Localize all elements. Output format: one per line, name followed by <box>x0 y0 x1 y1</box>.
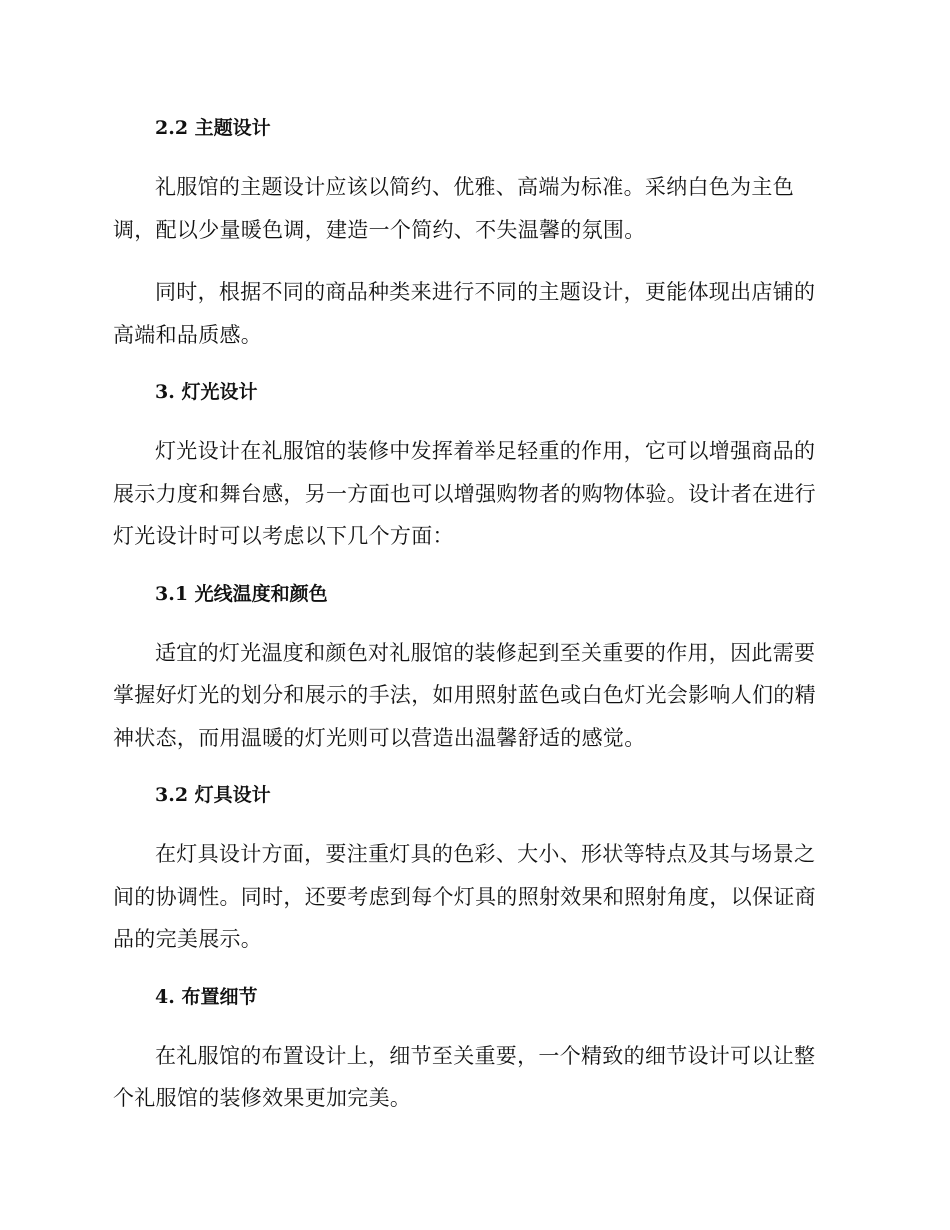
paragraph: 适宜的灯光温度和颜色对礼服馆的装修起到至关重要的作用，因此需要掌握好灯光的划分和展示的手法，如用照射蓝色或白色灯光会影响人们的精神状态，而用温暖的灯光则可以营造出温馨舒适的感觉。 <box>113 640 816 750</box>
section-heading: 4. 布置细节 <box>155 985 258 1008</box>
section-heading: 3.1 光线温度和颜色 <box>155 582 328 605</box>
document-body <box>113 112 833 1120</box>
paragraph: 在灯具设计方面，要注重灯具的色彩、大小、形状等特点及其与场景之间的协调性。同时，还要考虑到每个灯具的照射效果和照射角度，以保证商品的完美展示。 <box>113 842 816 951</box>
section-heading: 2.2 主题设计 <box>155 117 271 139</box>
section-heading: 3.2 灯具设计 <box>155 784 271 806</box>
section-heading: 3. 灯光设计 <box>155 381 258 403</box>
paragraph: 礼服馆的主题设计应该以简约、优雅、高端为标准。采纳白色为主色调，配以少量暖色调，建造一个简约、不失温馨的氛围。 <box>113 175 794 242</box>
paragraph: 灯光设计在礼服馆的装修中发挥着举足轻重的作用，它可以增强商品的展示力度和舞台感，另一方面也可以增强购物者的购物体验。设计者在进行灯光设计时可以考虑以下几个方面： <box>113 439 816 548</box>
paragraph: 同时，根据不同的商品种类来进行不同的主题设计，更能体现出店铺的高端和品质感。 <box>113 280 816 347</box>
paragraph: 在礼服馆的布置设计上，细节至关重要，一个精致的细节设计可以让整个礼服馆的装修效果更加完美。 <box>113 1043 816 1110</box>
